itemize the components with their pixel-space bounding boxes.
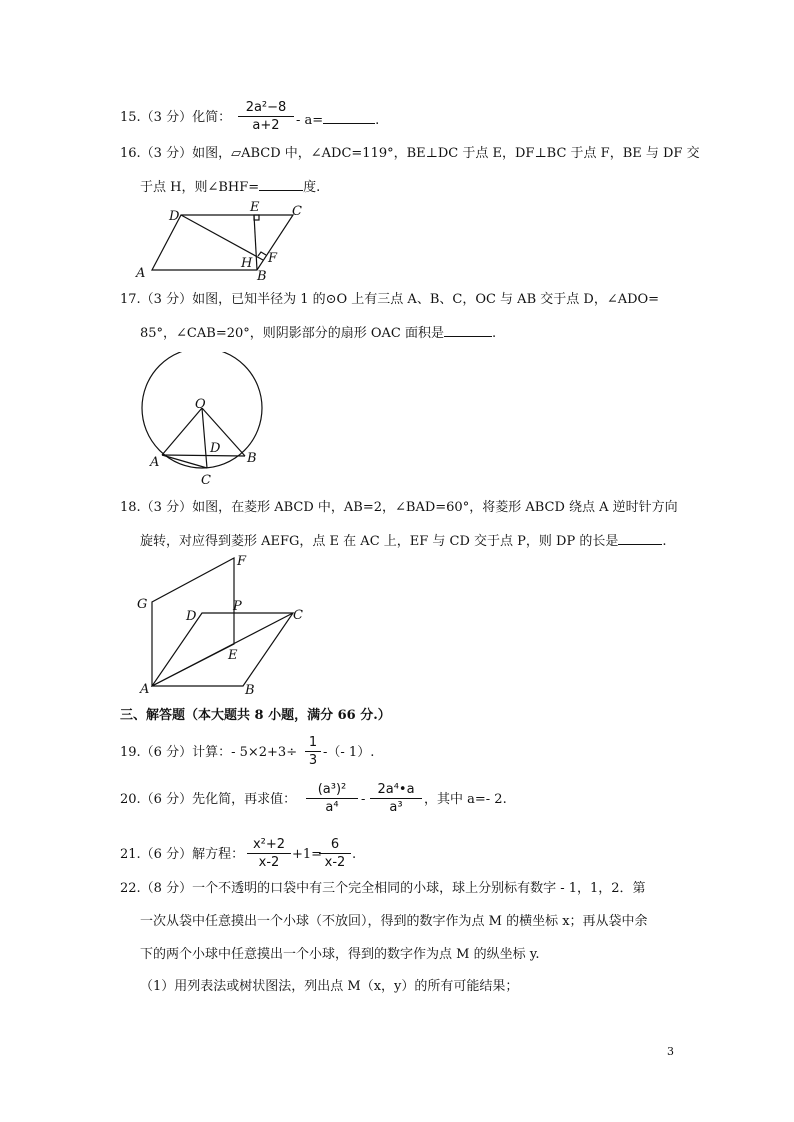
q20-denominator-2: a³	[389, 800, 403, 815]
q15-numerator: 2a²−8	[238, 99, 294, 117]
q17-answer-blank[interactable]	[444, 322, 492, 337]
q17-line-ab	[162, 455, 245, 456]
q17-line2	[140, 322, 496, 343]
q18-label-c: C	[293, 608, 303, 623]
q18-figure	[130, 550, 320, 700]
q16-line-be	[254, 215, 257, 270]
q15-suffix	[296, 109, 379, 130]
q20-minus: -	[361, 792, 366, 807]
q15-fraction	[238, 99, 294, 134]
q15-answer-blank[interactable]	[323, 109, 375, 124]
q21-denominator-2: x-2	[324, 855, 346, 870]
q18-line2-text: 旋转，对应得到菱形 AEFG，点 E 在 AC 上，EF 与 CD 交于点 P，则 DP 的长是	[140, 534, 619, 549]
q19-numerator: 1	[305, 734, 321, 752]
q17-line2-end: .	[492, 326, 497, 341]
q22-line3: 下的两个小球中任意摸出一个小球，得到的数字作为点 M 的纵坐标 y.	[140, 947, 540, 962]
q17-line2-text: 85°，∠CAB=20°，则阴影部分的扇形 OAC 面积是	[140, 326, 445, 341]
q21-mid: +1=	[292, 847, 323, 862]
q16-label-h: H	[241, 256, 253, 271]
q15-end: .	[375, 113, 380, 128]
q18-label-g: G	[137, 597, 148, 612]
q18-label-f: F	[237, 554, 247, 569]
q20-numerator-2: 2a⁴•a	[370, 781, 422, 799]
q18-answer-blank[interactable]	[618, 530, 662, 545]
q18-label-d: D	[186, 609, 197, 624]
q16-line2-text: 于点 H，则∠BHF=	[140, 180, 260, 195]
q21-numerator-1: x²+2	[247, 836, 291, 854]
q15-prefix: 15.（3 分）化简：	[120, 110, 232, 125]
q20-prefix: 20.（6 分）先化简，再求值：	[120, 792, 297, 807]
q16-line2-end: 度.	[303, 180, 321, 195]
q16-line-df	[181, 215, 263, 260]
q20-denominator-1: a⁴	[325, 800, 339, 815]
section-3-heading: 三、解答题（本大题共 8 小题，满分 66 分.）	[120, 708, 391, 723]
q17-line-oa	[162, 408, 202, 455]
q16-label-d: D	[169, 209, 180, 224]
q17-label-o: O	[195, 397, 206, 412]
q19-prefix: 19.（6 分）计算：- 5×2+3÷	[120, 745, 298, 760]
q16-answer-blank[interactable]	[259, 176, 303, 191]
q18-line2-end: .	[662, 534, 667, 549]
q17-label-c: C	[201, 473, 211, 488]
q21-prefix: 21.（6 分）解方程：	[120, 847, 245, 862]
q17-line-ob	[202, 408, 245, 456]
q17-line-ac	[162, 455, 207, 468]
q17-line1: 17.（3 分）如图，已知半径为 1 的⊙O 上有三点 A、B、C，OC 与 AB 交于点 D，∠ADO=	[120, 292, 660, 307]
q22-sub1: （1）用列表法或树状图法，列出点 M（x，y）的所有可能结果；	[140, 979, 519, 994]
q21-numerator-2: 6	[319, 836, 351, 854]
q18-line1: 18.（3 分）如图，在菱形 ABCD 中，AB=2，∠BAD=60°，将菱形 ABCD 绕点 A 逆时针方向	[120, 500, 678, 515]
q16-label-a: A	[136, 266, 146, 280]
q16-figure	[130, 198, 320, 280]
q17-label-d: D	[210, 441, 221, 456]
q16-label-c: C	[292, 204, 302, 219]
q17-line-oc	[202, 408, 207, 468]
q18-line-ac	[152, 613, 293, 686]
q21-denominator-1: x-2	[258, 855, 280, 870]
q16-right-angle-f	[258, 252, 266, 256]
page-number: 3	[667, 1045, 674, 1058]
q19-fraction	[305, 734, 321, 769]
q20-fraction-1	[306, 781, 358, 816]
q22-line1: 22.（8 分）一个不透明的口袋中有三个完全相同的小球，球上分别标有数字 - 1，1，2．第	[120, 881, 646, 896]
q16-line1: 16.（3 分）如图，▱ABCD 中，∠ADC=119°，BE⊥DC 于点 E，DF⊥BC 于点 F，BE 与 DF 交	[120, 146, 700, 161]
q20-fraction-2	[370, 781, 422, 816]
q15-denominator: a+2	[252, 118, 280, 133]
q17-label-a: A	[150, 455, 160, 470]
q17-label-b: B	[247, 451, 257, 466]
q18-line2	[140, 530, 667, 551]
q21-fraction-1	[247, 836, 291, 871]
q20-suffix: ，其中 a=- 2.	[424, 792, 507, 807]
q21-fraction-2	[319, 836, 351, 871]
q18-label-b: B	[245, 683, 255, 698]
q18-label-e: E	[228, 648, 238, 663]
q19-suffix: -（- 1）.	[323, 745, 375, 760]
q18-label-p: P	[233, 599, 242, 614]
q16-label-b: B	[257, 269, 267, 280]
q19-denominator: 3	[308, 753, 318, 768]
q17-figure	[135, 352, 275, 492]
q18-label-a: A	[140, 682, 150, 697]
q15-suffix-text: - a=	[296, 113, 324, 128]
q22-line2: 一次从袋中任意摸出一个小球（不放回），得到的数字作为点 M 的横坐标 x；再从袋中余	[140, 914, 648, 929]
q16-line2	[140, 176, 320, 197]
q16-label-f: F	[268, 251, 278, 266]
q20-numerator-1: (a³)²	[306, 781, 358, 799]
q21-end: .	[352, 847, 357, 862]
q16-label-e: E	[250, 200, 260, 215]
